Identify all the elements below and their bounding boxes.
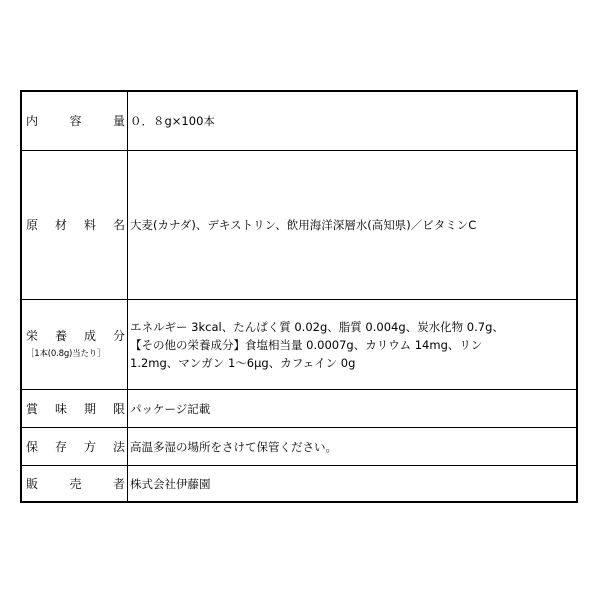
expiry-label-char: 期	[83, 401, 96, 416]
ingredients-label-char: 料	[83, 218, 96, 232]
seller-value: 株式会社伊藤園	[130, 476, 211, 491]
seller-value-cell	[128, 466, 576, 501]
expiry-label	[26, 401, 125, 417]
ingredients-value: 大麦(カナダ)、デキストリン、飲用海洋深層水(高知県)／ビタミンC	[130, 218, 477, 232]
nutrition-line: エネルギー 3kcal、たんぱく質 0.02g、脂質 0.004g、炭水化物 0.7g、	[130, 319, 504, 334]
label-cell-expiry	[22, 390, 128, 427]
seller-label	[26, 476, 125, 492]
ingredients-label-char: 原	[26, 218, 39, 232]
row-seller	[22, 465, 576, 501]
nutrition-serving-label: ［1本(0.8g)当たり］	[26, 349, 106, 359]
label-cell-ingredients	[22, 151, 128, 299]
ingredients-value-cell	[128, 151, 576, 299]
storage-value-cell	[128, 428, 576, 465]
content-label-char: 量	[112, 114, 125, 128]
ingredients-label	[26, 217, 125, 233]
storage-label-char: 存	[54, 439, 67, 454]
nutrition-label-char: 養	[54, 329, 67, 343]
nutrition-label-char: 成	[83, 329, 96, 343]
ingredients-label-char: 材	[54, 218, 67, 232]
label-cell-storage	[22, 428, 128, 465]
storage-label-char: 保	[26, 439, 39, 454]
expiry-label-char: 味	[54, 401, 67, 416]
nutrition-line: 1.2mg、マンガン 1～6μg、カフェイン 0g	[130, 355, 356, 370]
label-cell-nutrition	[22, 300, 128, 389]
ingredients-label-char: 名	[112, 218, 125, 232]
nutrition-label	[26, 328, 125, 344]
storage-value: 高温多湿の場所をさけて保管ください。	[130, 439, 337, 454]
expiry-value: パッケージ記載	[130, 401, 211, 416]
expiry-label-char: 限	[112, 401, 125, 416]
seller-label-char: 販	[26, 476, 39, 491]
expiry-label-char: 賞	[26, 401, 39, 416]
nutrition-value-cell	[128, 300, 576, 389]
product-spec-table	[20, 90, 578, 503]
storage-label-char: 法	[112, 439, 125, 454]
content-value-cell	[128, 92, 576, 150]
content-label-char: 容	[69, 114, 82, 128]
row-nutrition	[22, 299, 576, 389]
row-ingredients	[22, 150, 576, 299]
row-content	[22, 92, 576, 150]
seller-label-char: 売	[69, 476, 82, 491]
row-expiry	[22, 389, 576, 427]
expiry-value-cell	[128, 390, 576, 427]
label-cell-seller	[22, 466, 128, 501]
content-label	[26, 113, 125, 129]
nutrition-line: 【その他の栄養成分】食塩相当量 0.0007g、カリウム 14mg、リン	[130, 337, 483, 352]
storage-label-char: 方	[83, 439, 96, 454]
nutrition-label-char: 分	[112, 329, 125, 343]
label-cell-content	[22, 92, 128, 150]
nutrition-label-char: 栄	[26, 329, 39, 343]
content-value: ０．８g×100本	[130, 114, 215, 128]
seller-label-char: 者	[112, 476, 125, 491]
storage-label	[26, 439, 125, 455]
row-storage	[22, 427, 576, 465]
content-label-char: 内	[26, 114, 39, 128]
